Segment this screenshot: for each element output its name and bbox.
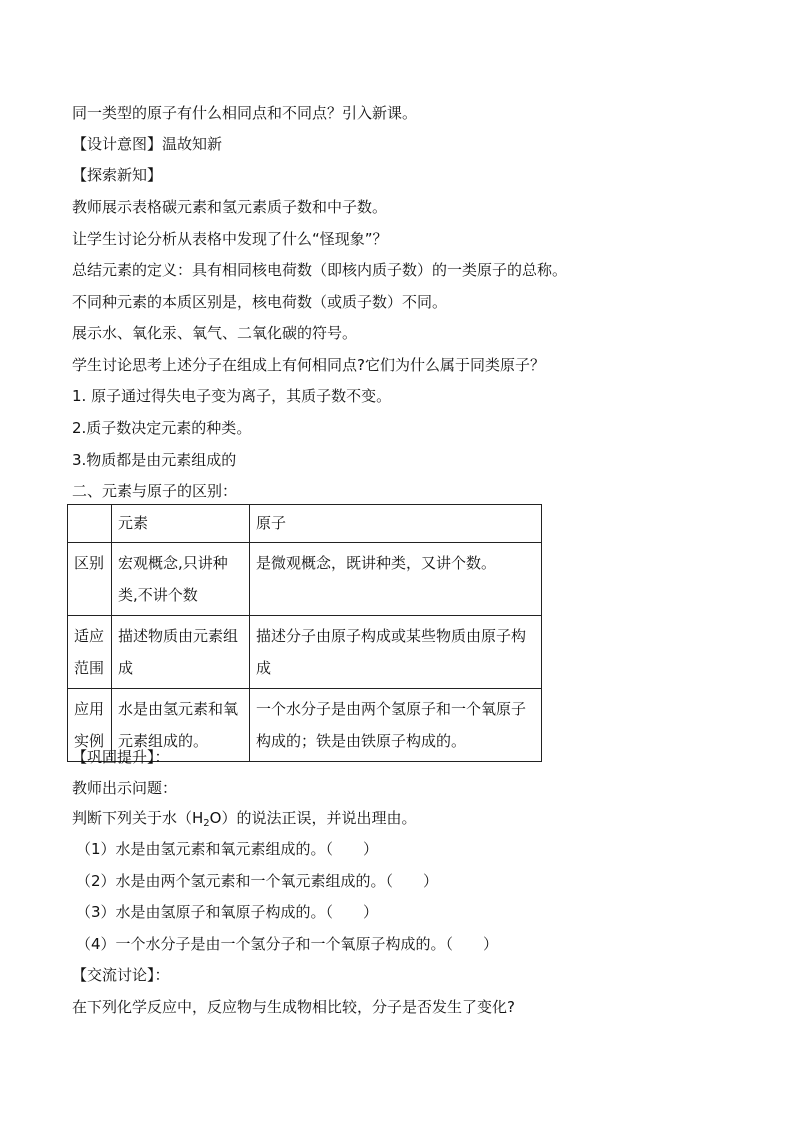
row-label: 适应范围 [68, 616, 112, 689]
symbols-line: 展示水、氧化汞、氧气、二氧化碳的符号。 [72, 324, 358, 342]
element-atom-comparison-table [67, 504, 542, 762]
explore-heading: 【探索新知】 [72, 166, 163, 184]
element-cell: 水是由氢元素和氧元素组成的。 [112, 689, 250, 762]
judge-instruction-line [72, 808, 416, 834]
reaction-question-line: 在下列化学反应中，反应物与生成物相比较，分子是否发生了变化? [72, 998, 515, 1016]
consolidate-heading: 【巩固提升】： [72, 748, 170, 766]
table-header-row [68, 505, 542, 543]
atom-cell: 一个水分子是由两个氢原子和一个氧原子构成的；铁是由铁原子构成的。 [250, 689, 542, 762]
header-cell-element: 元素 [112, 505, 250, 543]
atom-cell: 描述分子由原子构成或某些物质由原子构成 [250, 616, 542, 689]
judge-text-post: O）的说法正误，并说出理由。 [209, 809, 417, 827]
element-definition-line: 总结元素的定义：具有相同核电荷数（即核内质子数）的一类原子的总称。 [72, 261, 568, 279]
student-thinking-line: 学生讨论思考上述分子在组成上有何相同点?它们为什么属于同类原子？ [72, 356, 545, 374]
row-label: 应用实例 [68, 689, 112, 762]
row-label: 区别 [68, 543, 112, 616]
table-row [68, 543, 542, 616]
element-difference-line: 不同种元素的本质区别是，核电荷数（或质子数）不同。 [72, 293, 448, 311]
atom-cell: 是微观概念，既讲种类，又讲个数。 [250, 543, 542, 616]
header-cell-empty [68, 505, 112, 543]
judge-item-4: （4）一个水分子是由一个氢分子和一个氧原子构成的。（ ） [76, 935, 499, 953]
design-intent-line: 【设计意图】温故知新 [72, 135, 223, 153]
point-2-line: 2.质子数决定元素的种类。 [72, 419, 252, 437]
judge-item-1: （1）水是由氢元素和氧元素组成的。（ ） [76, 840, 379, 858]
judge-item-2: （2）水是由两个氢元素和一个氧元素组成的。（ ） [76, 872, 439, 890]
table-row [68, 616, 542, 689]
judge-text-pre: 判断下列关于水（H [72, 809, 204, 827]
section-2-heading: 二、元素与原子的区别： [72, 482, 238, 500]
point-3-line: 3.物质都是由元素组成的 [72, 451, 237, 469]
subscript-2: 2 [203, 818, 210, 829]
teacher-table-line: 教师展示表格碳元素和氢元素质子数和中子数。 [72, 198, 388, 216]
teacher-question-line: 教师出示问题： [72, 779, 178, 797]
element-cell: 宏观概念,只讲种类,不讲个数 [112, 543, 250, 616]
judge-item-3: （3）水是由氢原子和氧原子构成的。（ ） [76, 903, 379, 921]
header-cell-atom: 原子 [250, 505, 542, 543]
intro-question-line: 同一类型的原子有什么相同点和不同点？引入新课。 [72, 104, 418, 122]
discussion-line: 让学生讨论分析从表格中发现了什么“怪现象”？ [72, 230, 388, 248]
point-1-line: 1. 原子通过得失电子变为离子，其质子数不变。 [72, 387, 392, 405]
discuss-heading: 【交流讨论】： [72, 966, 170, 984]
element-cell: 描述物质由元素组成 [112, 616, 250, 689]
